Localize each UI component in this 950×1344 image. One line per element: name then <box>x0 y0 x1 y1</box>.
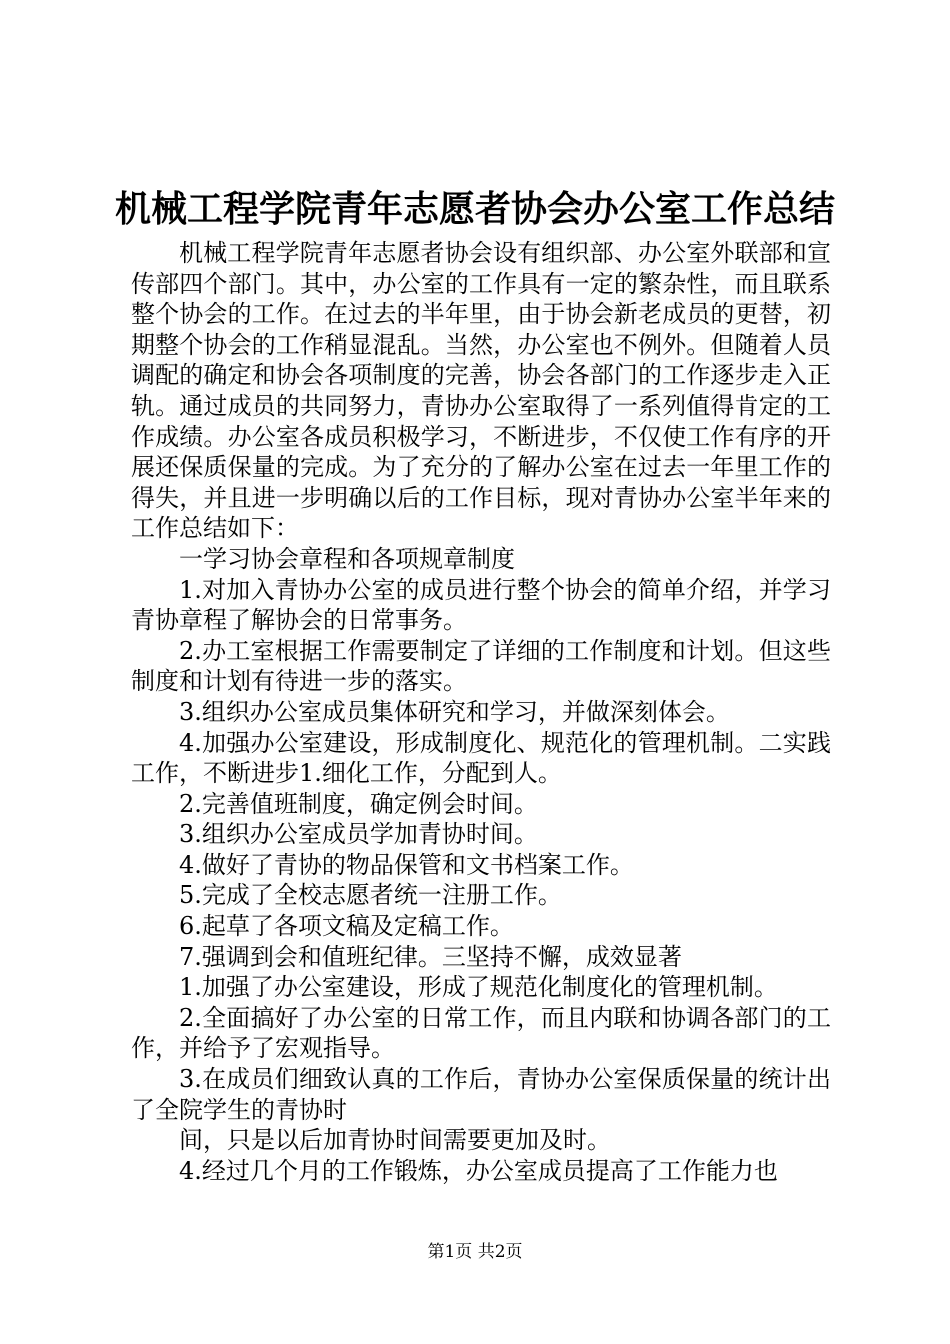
list-item: 6.起草了各项文稿及定稿工作。 <box>179 912 514 941</box>
intro-paragraph: 机械工程学院青年志愿者协会设有组织部、办公室外联部和宣传部四个部门。其中，办公室的工作具有一定的繁杂性，而且联系整个协会的工作。在过去的半年里，由于协会新老成员的更替，初期整个协会的工作稍显混乱。当然，办公室也不例外。但随着人员调配的确定和协会各项制度的完善，协会各部门的工作逐步走入正轨。通过成员的共同努力，青协办公室取得了一系列值得肯定的工作成绩。办公室各成员积极学习，不断进步，不仅使工作有序的开展还保质保量的完成。为了充分的了解办公室在过去一年里工作的得失，并且进一步明确以后的工作目标，现对青协办公室半年来的工作总结如下： <box>131 239 831 543</box>
list-item: 2.全面搞好了办公室的日常工作，而且内联和协调各部门的工作，并给予了宏观指导。 <box>131 1003 831 1063</box>
list-item: 1.加强了办公室建设，形成了规范化制度化的管理机制。 <box>179 973 778 1002</box>
list-item: 3.在成员们细致认真的工作后，青协办公室保质保量的统计出了全院学生的青协时 <box>131 1065 831 1124</box>
list-item: 4.做好了青协的物品保管和文书档案工作。 <box>179 850 634 879</box>
list-item: 7.强调到会和值班纪律。三坚持不懈，成效显著 <box>179 942 682 971</box>
section-heading-1: 一学习协会章程和各项规章制度 <box>179 544 515 573</box>
list-item: 4.经过几个月的工作锻炼，办公室成员提高了工作能力也 <box>179 1156 778 1185</box>
list-item: 2.办工室根据工作需要制定了详细的工作制度和计划。但这些制度和计划有待进一步的落实。 <box>131 636 831 696</box>
list-item: 4.加强办公室建设，形成制度化、规范化的管理机制。二实践工作，不断进步1.细化工作，分配到人。 <box>131 728 831 788</box>
list-item: 2.完善值班制度，确定例会时间。 <box>179 789 538 818</box>
list-item: 1.对加入青协办公室的成员进行整个协会的简单介绍，并学习青协章程了解协会的日常事务。 <box>131 575 831 635</box>
list-item: 间，只是以后加青协时间需要更加及时。 <box>179 1126 611 1155</box>
page-number-footer: 第1页 共2页 <box>427 1242 523 1262</box>
list-item: 3.组织办公室成员学加青协时间。 <box>179 820 538 849</box>
document-body <box>131 238 831 1186</box>
list-item: 3.组织办公室成员集体研究和学习，并做深刻体会。 <box>179 697 730 726</box>
list-item: 5.完成了全校志愿者统一注册工作。 <box>179 881 562 910</box>
document-title: 机械工程学院青年志愿者协会办公室工作总结 <box>114 189 835 230</box>
